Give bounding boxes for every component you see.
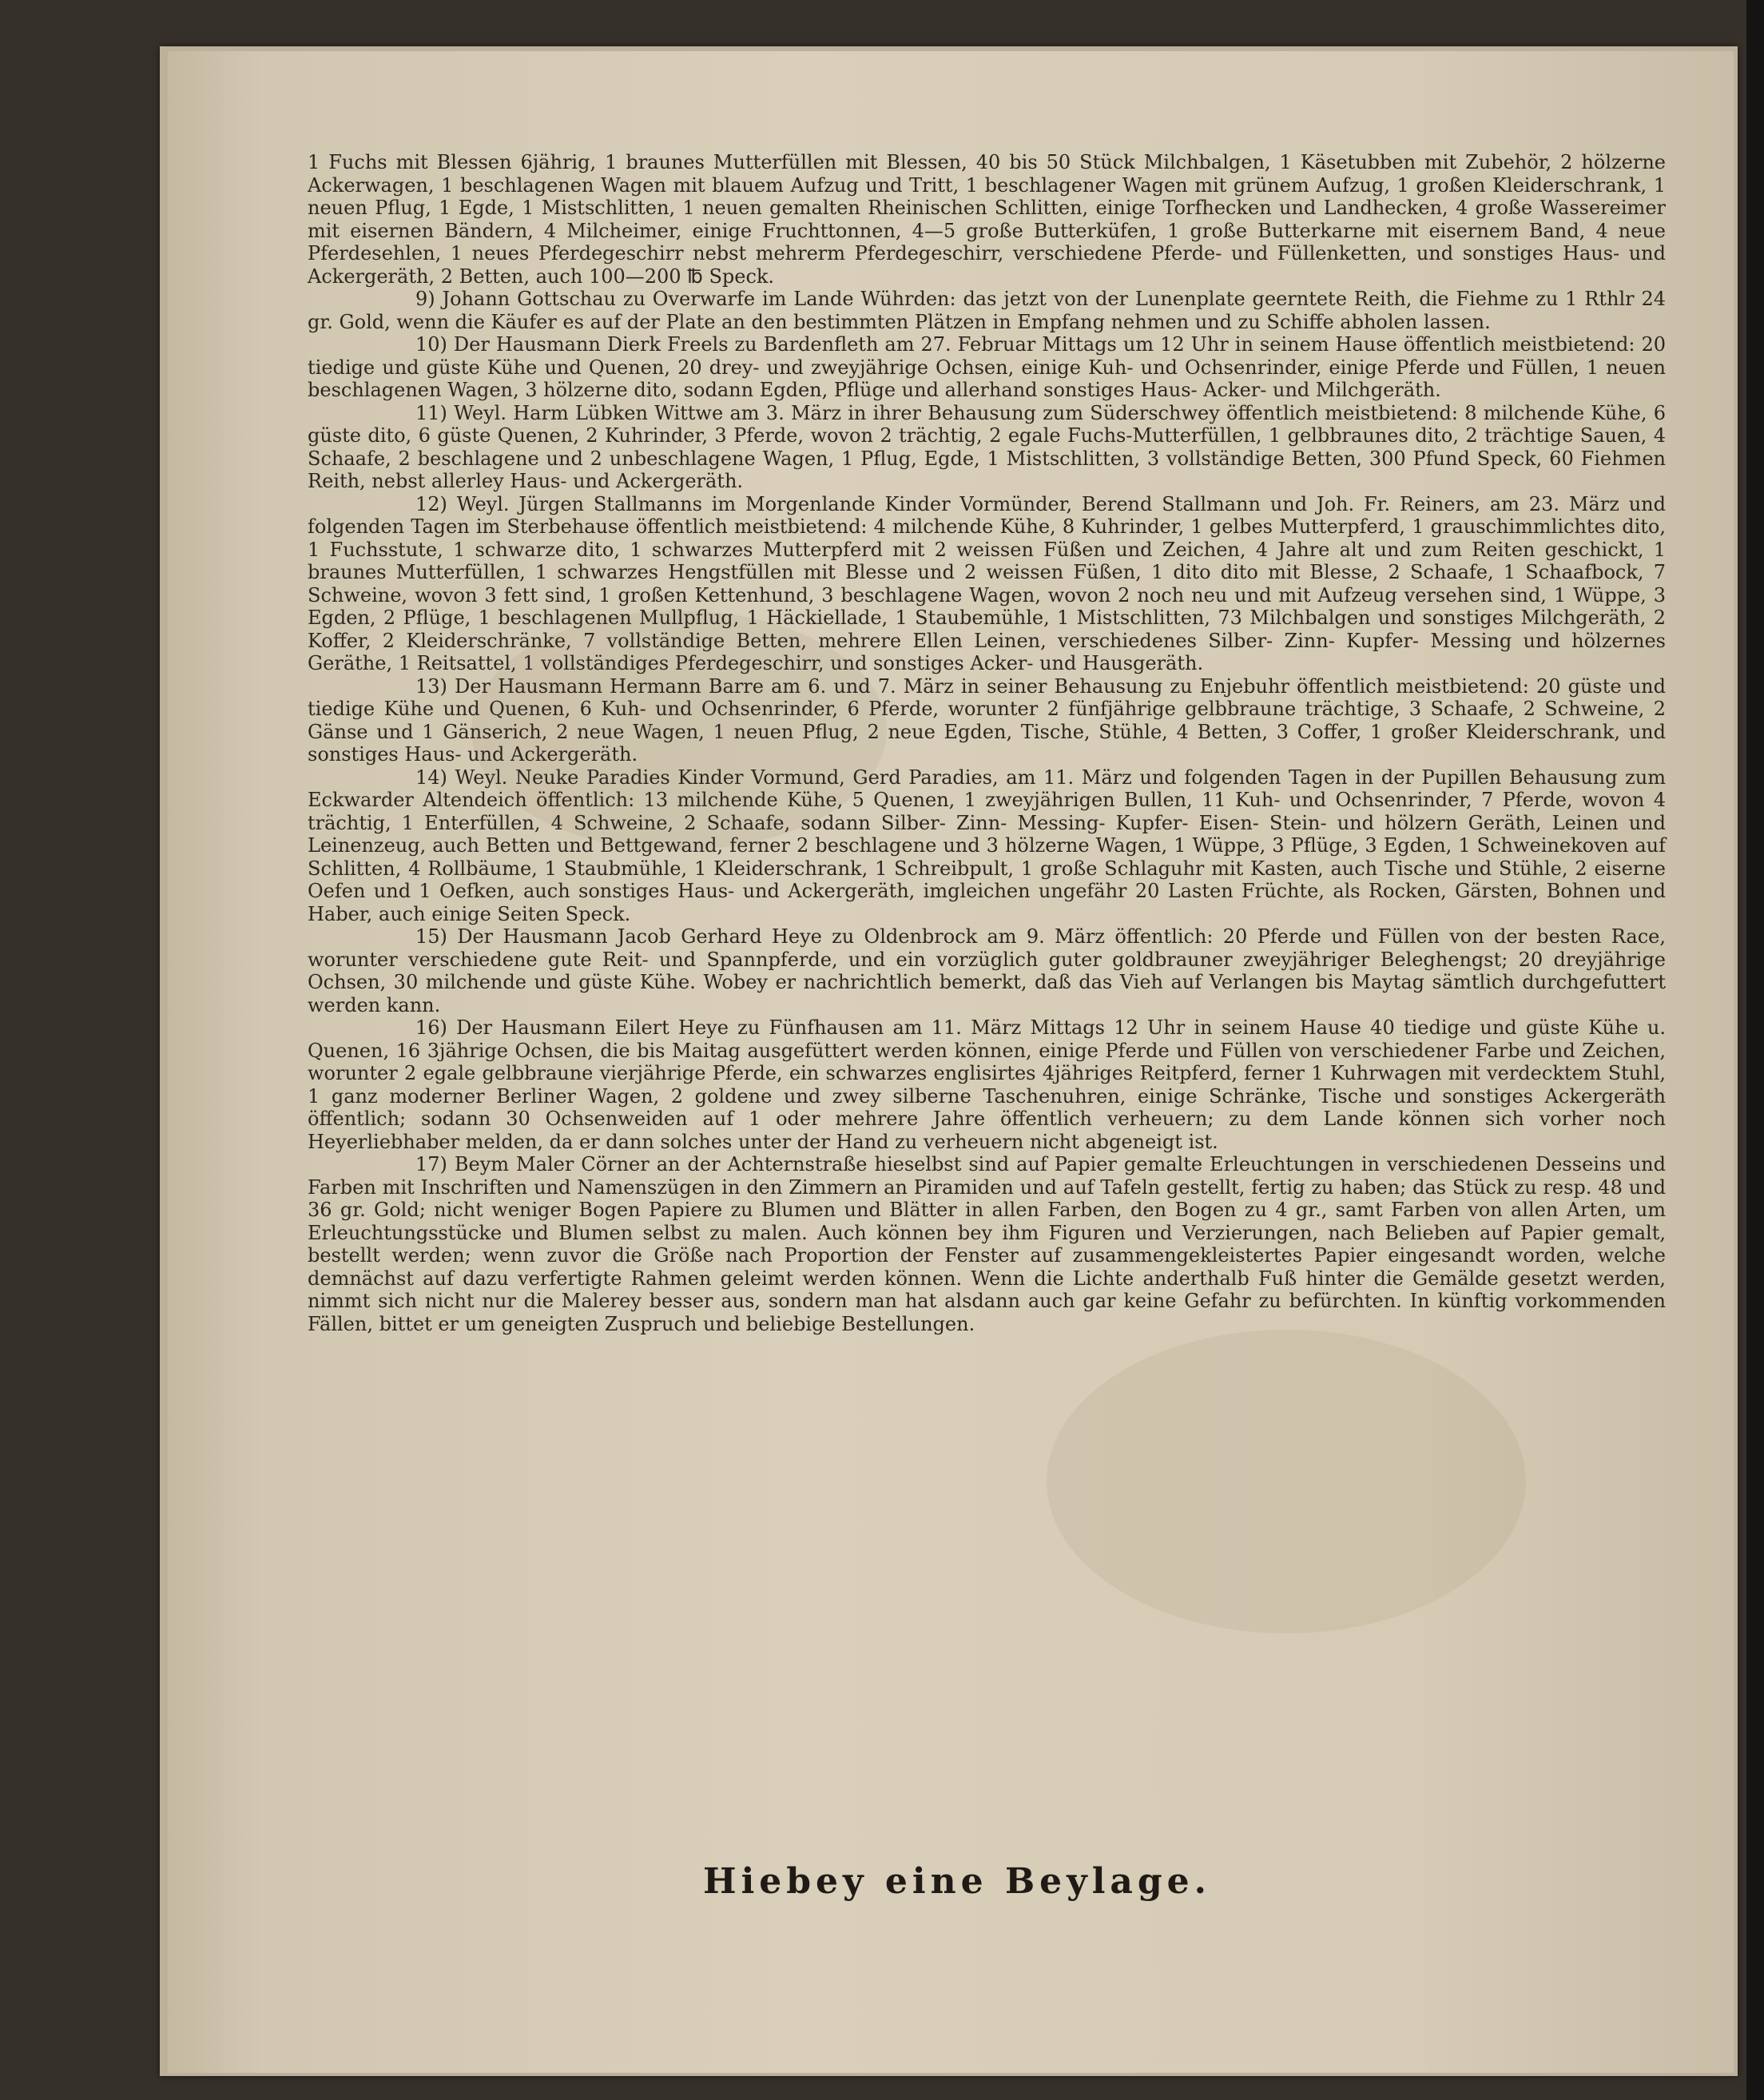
paragraph-11: 11) Weyl. Harm Lübken Wittwe am 3. März in ihrer Behausung zum Süderschwey öffentlich meistbietend: 8 milchende Kühe, 6 güste dito, 6 güste Quenen, 2 Kuhrinder, 3 Pferde, wovon 2 trächtig, 2 egale Fuchs-Mutterfüllen, 1 gelbbraunes dito, 2 trächtige Sauen, 4 Schaafe, 2 beschlagene und 2 unbeschlagene Wagen, 1 Pflug, Egde, 1 Mistschlitten, 3 vollständige Betten, 300 Pfund Speck, 60 Fiehmen Reith, nebst allerley Haus- und Ackergeräth. xyxy=(308,401,1666,492)
paragraph-17: 17) Beym Maler Cörner an der Achternstraße hieselbst sind auf Papier gemalte Erleuchtungen in verschiedenen Desseins und Farben mit Inschriften und Namenszügen in den Zimmern an Piramiden und auf Tafeln gestellt, fertig zu haben; das Stück zu resp. 48 und 36 gr. Gold; nicht weniger Bogen Papiere zu Blumen und Blätter in allen Farben, den Bogen zu 4 gr., samt Farben von allen Arten, um Erleuchtungsstücke und Blumen selbst zu malen. Auch können bey ihm Figuren und Verzierungen, nach Belieben auf Papier gemalt, bestellt werden; wenn zuvor die Größe nach Proportion der Fenster auf zusammengekleistertes Papier eingesandt worden, welche demnächst auf dazu verfertigte Rahmen geleimt werden können. Wenn die Lichte anderthalb Fuß hinter die Gemälde gesetzt werden, nimmt sich nicht nur die Malerey besser aus, sondern man hat alsdann auch gar keine Gefahr zu befürchten. In künftig vorkommenden Fällen, bittet er um geneigten Zuspruch und beliebige Bestellungen. xyxy=(308,1153,1666,1335)
scan-border xyxy=(1746,0,1764,2100)
closing-line: Hiebey eine Beylage. xyxy=(703,1861,1211,1902)
paragraph-16: 16) Der Hausmann Eilert Heye zu Fünfhausen am 11. März Mittags 12 Uhr in seinem Hause 40 tiedige und güste Kühe u. Quenen, 16 3jährige Ochsen, die bis Maitag ausgefüttert werden können, einige Pferde und Füllen von verschiedener Farbe und Zeichen, worunter 2 egale gelbbraune vierjährige Pferde, ein schwarzes englisirtes 4jähriges Reitpferd, ferner 1 Kuhrwagen mit verdecktem Stuhl, 1 ganz moderner Berliner Wagen, 2 goldene und zwey silberne Taschenuhren, einige Schränke, Tische und sonstiges Ackergeräth öffentlich; sodann 30 Ochsenweiden auf 1 oder mehrere Jahre öffentlich verheuern; zu dem Lande können sich vorher noch Heyerliebhaber melden, da er dann solches unter der Hand zu verheuern nicht abgeneigt ist. xyxy=(308,1016,1666,1153)
paragraph-8-continued: 1 Fuchs mit Blessen 6jährig, 1 braunes Mutterfüllen mit Blessen, 40 bis 50 Stück Milchbalgen, 1 Käsetubben mit Zubehör, 2 hölzerne Ackerwagen, 1 beschlagenen Wagen mit blauem Aufzug und Tritt, 1 beschlagener Wagen mit grünem Aufzug, 1 großen Kleiderschrank, 1 neuen Pflug, 1 Egde, 1 Mistschlitten, 1 neuen gemalten Rheinischen Schlitten, einige Torfhecken und Landhecken, 4 große Wassereimer mit eisernen Bändern, 4 Milcheimer, einige Fruchttonnen, 4—5 große Butterküfen, 1 große Butterkarne mit eisernem Band, 4 neue Pferdesehlen, 1 neues Pferdegeschirr nebst mehrerm Pferdegeschirr, verschiedene Pferde- und Füllenketten, und sonstiges Haus- und Ackergeräth, 2 Betten, auch 100—200 ℔ Speck. xyxy=(308,151,1666,288)
article-body xyxy=(308,151,1666,1335)
paragraph-14: 14) Weyl. Neuke Paradies Kinder Vormund, Gerd Paradies, am 11. März und folgenden Tagen in der Pupillen Behausung zum Eckwarder Altendeich öffentlich: 13 milchende Kühe, 5 Quenen, 1 zweyjährigen Bullen, 11 Kuh- und Ochsenrinder, 7 Pferde, wovon 4 trächtig, 1 Enterfüllen, 4 Schweine, 2 Schaafe, sodann Silber- Zinn- Messing- Kupfer- Eisen- Stein- und hölzern Geräth, Leinen und Leinenzeug, auch Betten und Bettgewand, ferner 2 beschlagene und 3 hölzerne Wagen, 1 Wüppe, 3 Pflüge, 3 Egden, 1 Schweinekoven auf Schlitten, 4 Rollbäume, 1 Staubmühle, 1 Kleiderschrank, 1 Schreibpult, 1 große Schlaguhr mit Kasten, auch Tische und Stühle, 2 eiserne Oefen und 1 Oefken, auch sonstiges Haus- und Ackergeräth, imgleichen ungefähr 20 Lasten Früchte, als Rocken, Gärsten, Bohnen und Haber, auch einige Seiten Speck. xyxy=(308,766,1666,925)
paragraph-15: 15) Der Hausmann Jacob Gerhard Heye zu Oldenbrock am 9. März öffentlich: 20 Pferde und Füllen von der besten Race, worunter verschiedene gute Reit- und Spannpferde, und ein vorzüglich guter goldbrauner zweyjähriger Beleghengst; 20 dreyjährige Ochsen, 30 milchende und güste Kühe. Wobey er nachrichtlich bemerkt, daß das Vieh auf Verlangen bis Maytag sämtlich durchgefuttert werden kann. xyxy=(308,925,1666,1016)
paragraph-9: 9) Johann Gottschau zu Overwarfe im Lande Wührden: das jetzt von der Lunenplate geerntete Reith, die Fiehme zu 1 Rthlr 24 gr. Gold, wenn die Käufer es auf der Plate an den bestimmten Plätzen in Empfang nehmen und zu Schiffe abholen lassen. xyxy=(308,288,1666,333)
newspaper-page xyxy=(168,51,1734,2073)
paragraph-10: 10) Der Hausmann Dierk Freels zu Bardenfleth am 27. Februar Mittags um 12 Uhr in seinem Hause öffentlich meistbietend: 20 tiedige und güste Kühe und Quenen, 20 drey- und zweyjährige Ochsen, einige Kuh- und Ochsenrinder, einige Pferde und Füllen, 1 neuen beschlagenen Wagen, 3 hölzerne dito, sodann Egden, Pflüge und allerhand sonstiges Haus- Acker- und Milchgeräth. xyxy=(308,333,1666,401)
paragraph-13: 13) Der Hausmann Hermann Barre am 6. und 7. März in seiner Behausung zu Enjebuhr öffentlich meistbietend: 20 güste und tiedige Kühe und Quenen, 6 Kuh- und Ochsenrinder, 6 Pferde, worunter 2 fünfjährige gelbbraune trächtige, 3 Schaafe, 2 Schweine, 2 Gänse und 1 Gänserich, 2 neue Wagen, 1 neuen Pflug, 2 neue Egden, Tische, Stühle, 4 Betten, 3 Coffer, 1 großer Kleiderschrank, und sonstiges Haus- und Ackergeräth. xyxy=(308,674,1666,766)
paper-stain xyxy=(1047,1330,1526,1633)
paragraph-12: 12) Weyl. Jürgen Stallmanns im Morgenlande Kinder Vormünder, Berend Stallmann und Joh. Fr. Reiners, am 23. März und folgenden Tagen im Sterbehause öffentlich meistbietend: 4 milchende Kühe, 8 Kuhrinder, 1 gelbes Mutterpferd, 1 grauschimmlichtes dito, 1 Fuchsstute, 1 schwarze dito, 1 schwarzes Mutterpferd mit 2 weissen Füßen und Zeichen, 4 Jahre alt und zum Reiten geschickt, 1 braunes Mutterfüllen, 1 schwarzes Hengstfüllen mit Blesse und 2 weissen Füßen, 1 dito dito mit Blesse, 2 Schaafe, 1 Schaafbock, 7 Schweine, wovon 3 fett sind, 1 großen Kettenhund, 3 beschlagene Wagen, wovon 2 noch neu und mit Aufzeug versehen sind, 1 Wüppe, 3 Egden, 2 Pflüge, 1 beschlagenen Mullpflug, 1 Häckiellade, 1 Staubemühle, 1 Mistschlitten, 73 Milchbalgen und sonstiges Milchgeräth, 2 Koffer, 2 Kleiderschränke, 7 vollständige Betten, mehrere Ellen Leinen, verschiedenes Silber- Zinn- Kupfer- Messing und hölzernes Geräthe, 1 Reitsattel, 1 vollständiges Pferdegeschirr, und sonstiges Acker- und Hausgeräth. xyxy=(308,492,1666,674)
